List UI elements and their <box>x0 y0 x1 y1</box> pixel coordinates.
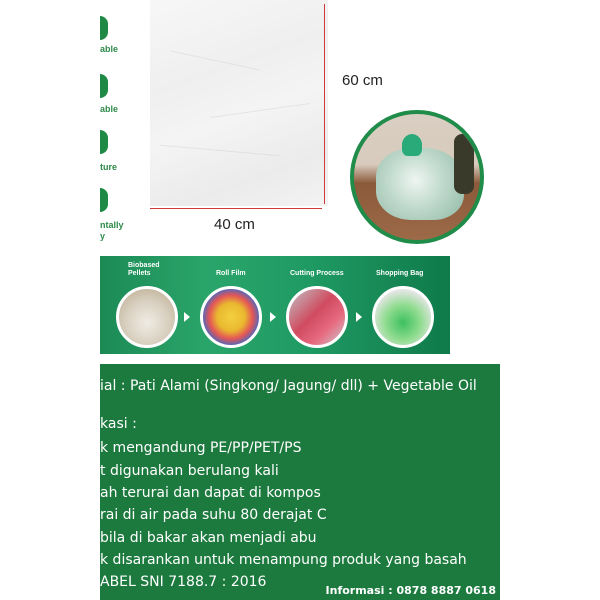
roll-film-icon <box>200 286 262 348</box>
badge-label-3: ture <box>100 162 118 172</box>
contact-info: Informasi : 0878 8887 0618 <box>325 584 496 597</box>
info-line-7: bila di bakar akan menjadi abu <box>100 530 317 546</box>
badge-label-1: able <box>100 44 119 54</box>
arrow-icon <box>356 312 362 322</box>
step-title-cutting: Cutting Process <box>290 270 344 277</box>
badge-icon-1 <box>100 16 108 40</box>
info-line-8: k disarankan untuk menampung produk yang basah <box>100 552 467 568</box>
info-line-2: kasi : <box>100 416 137 432</box>
badge-label-4: ntally y <box>100 220 124 241</box>
info-line-3: k mengandung PE/PP/PET/PS <box>100 440 302 456</box>
shopping-bag-icon <box>372 286 434 348</box>
info-line-4: t digunakan berulang kali <box>100 463 279 479</box>
height-dimension-label: 60 cm <box>342 72 383 89</box>
info-line-6: rai di air pada suhu 80 derajat C <box>100 507 327 523</box>
step-title-roll-film: Roll Film <box>216 270 246 277</box>
info-line-5: ah terurai dan dapat di kompos <box>100 485 321 501</box>
arrow-icon <box>184 312 190 322</box>
step-title-shopping-bag: Shopping Bag <box>376 270 424 277</box>
cutting-icon <box>286 286 348 348</box>
pellets-icon <box>116 286 178 348</box>
info-line-9: ABEL SNI 7188.7 : 2016 <box>100 574 267 590</box>
arrow-icon <box>270 312 276 322</box>
step-title-pellets: Biobased Pellets <box>128 262 160 277</box>
trash-bag-photo <box>350 110 484 244</box>
badge-label-2: able <box>100 104 119 114</box>
badge-icon-4 <box>100 188 108 212</box>
bag-photo <box>150 0 328 206</box>
width-dimension-line <box>150 208 322 209</box>
width-dimension-label: 40 cm <box>214 216 255 233</box>
badge-icon-2 <box>100 74 108 98</box>
badge-icon-3 <box>100 130 108 154</box>
info-panel <box>100 364 500 600</box>
height-dimension-line <box>324 4 325 204</box>
info-line-1: ial : Pati Alami (Singkong/ Jagung/ dll) + Vegetable Oil <box>100 378 477 394</box>
